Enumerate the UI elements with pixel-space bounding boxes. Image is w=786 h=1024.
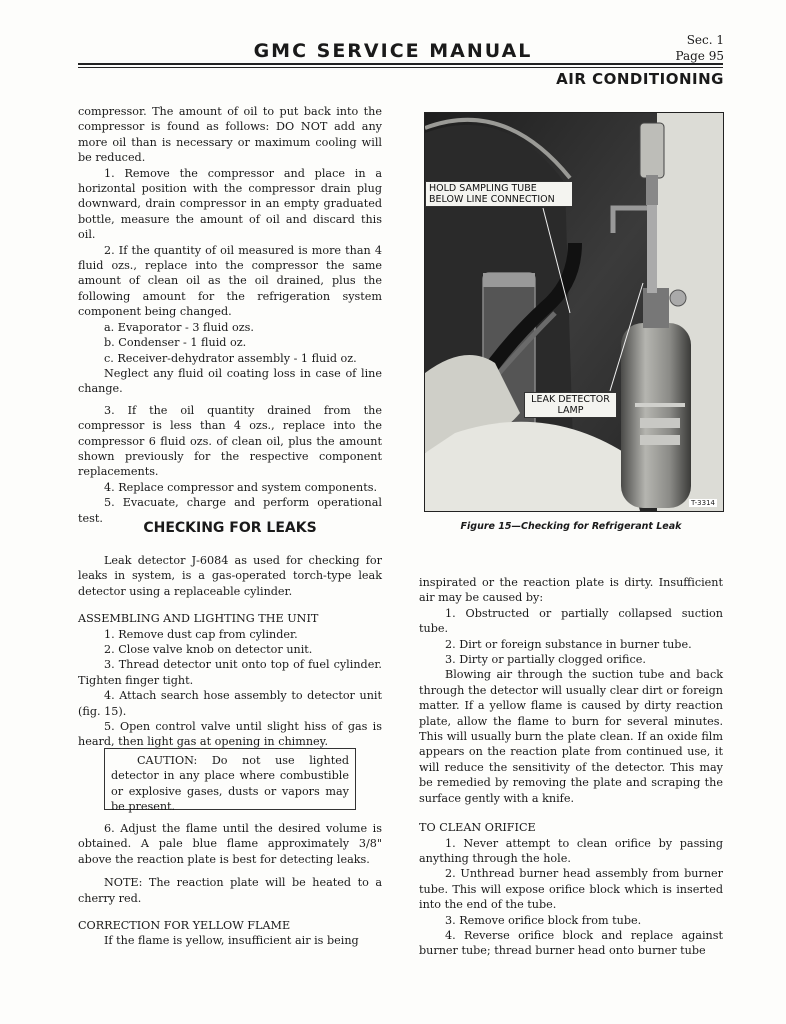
sub-step: b. Condenser - 1 fluid oz. bbox=[104, 336, 247, 350]
step: 2. Unthread burner head assembly from burner tube. This will expose orifice block which is inserted into the end of the tube. bbox=[419, 867, 723, 912]
header-rule-thin bbox=[78, 67, 723, 68]
paragraph: inspirated or the reaction plate is dirty. Insufficient air may be caused by: bbox=[419, 576, 723, 605]
figure-label-sampling-tube: HOLD SAMPLING TUBE BELOW LINE CONNECTION bbox=[425, 181, 573, 207]
step: 5. Evacuate, charge and perform operational test. bbox=[78, 496, 382, 525]
left-column-leaks bbox=[78, 553, 382, 750]
step: 2. If the quantity of oil measured is more than 4 fluid ozs., replace into the compressor the same amount of clean oil as the oil drained, plus the following amount for the refrigeration system component being changed. bbox=[78, 243, 382, 319]
step: 4. Replace compressor and system components. bbox=[104, 480, 377, 494]
step: 1. Remove dust cap from cylinder. bbox=[104, 627, 298, 641]
left-column-bottom bbox=[78, 821, 382, 949]
leak-detector-photo bbox=[425, 113, 723, 511]
step: 4. Reverse orifice block and replace against burner tube; thread burner head onto burner tube bbox=[419, 928, 723, 958]
caution-text: CAUTION: Do not use lighted detector in any place where combustible or explosive gases, dusts or vapors may be present. bbox=[111, 754, 349, 814]
sub-step: c. Receiver-dehydrator assembly - 1 fluid oz. bbox=[104, 351, 357, 365]
step: 6. Adjust the flame until the desired volume is obtained. A pale blue flame approximately 3/8" above the reaction plate is best for detecting leaks. bbox=[78, 822, 382, 866]
step: 1. Never attempt to clean orifice by passing anything through the hole. bbox=[419, 836, 723, 865]
sub-step: a. Evaporator - 3 fluid ozs. bbox=[104, 320, 254, 334]
cause-item: 3. Dirty or partially clogged orifice. bbox=[445, 653, 646, 667]
paragraph: compressor. The amount of oil to put back into the compressor is found as follows: DO NOT add any more oil than is necessary or maximum cooling will be reduced. bbox=[78, 105, 382, 165]
cause-item: 1. Obstructed or partially collapsed suction tube. bbox=[419, 606, 723, 636]
section-page-info bbox=[675, 32, 724, 64]
step: 3. Remove orifice block from tube. bbox=[445, 913, 642, 927]
subheading-yellow-flame: CORRECTION FOR YELLOW FLAME bbox=[78, 919, 291, 933]
step: 3. Thread detector unit onto top of fuel cylinder. Tighten finger tight. bbox=[78, 658, 382, 687]
step: 5. Open control valve until slight hiss of gas is heard, then light gas at opening in chimney. bbox=[78, 720, 382, 749]
paragraph: If the flame is yellow, insufficient air is being bbox=[104, 934, 359, 948]
subheading-assembling: ASSEMBLING AND LIGHTING THE UNIT bbox=[78, 612, 319, 626]
step: 2. Close valve knob on detector unit. bbox=[104, 643, 313, 657]
figure-caption: Figure 15—Checking for Refrigerant Leak bbox=[460, 521, 682, 532]
paragraph: Leak detector J-6084 as used for checking for leaks in system, is a gas-operated torch-type leak detector using a replaceable cylinder. bbox=[78, 554, 382, 598]
figure-label-leak-detector: LEAK DETECTOR LAMP bbox=[524, 392, 617, 418]
step: 4. Attach search hose assembly to detector unit (fig. 15). bbox=[78, 689, 382, 718]
cause-item: 2. Dirt or foreign substance in burner tube. bbox=[445, 637, 692, 651]
section-title: AIR CONDITIONING bbox=[556, 70, 724, 88]
heading-checking-for-leaks: CHECKING FOR LEAKS bbox=[143, 520, 317, 536]
step: 1. Remove the compressor and place in a horizontal position with the compressor drain plug downward, drain compressor in an empty graduated bottle, measure the amount of oil and discard this oil. bbox=[78, 166, 382, 242]
manual-title: GMC SERVICE MANUAL bbox=[253, 40, 533, 62]
figure-photo bbox=[424, 112, 724, 512]
subheading-clean-orifice: TO CLEAN ORIFICE bbox=[419, 821, 536, 835]
paragraph: Blowing air through the suction tube and back through the detector will usually clear dirt or foreign matter. If a yellow flame is caused by dirty reaction plate, allow the flame to burn for several minutes. This will usually burn the plate clean. If an oxide film appears on the reaction plate from continued use, it will reduce the sensitivity of the detector. This may be remedied by removing the plate and scraping the surface gently with a knife. bbox=[419, 668, 723, 805]
paragraph: Neglect any fluid oil coating loss in case of line change. bbox=[78, 366, 382, 396]
caution-box bbox=[104, 748, 356, 814]
right-column bbox=[419, 575, 723, 959]
step: 3. If the oil quantity drained from the compressor is less than 4 ozs., replace into the compressor 6 fluid ozs. of clean oil, plus the amount shown previously for the respective component replacements. bbox=[78, 403, 382, 479]
left-column-top bbox=[78, 104, 382, 526]
figure-tag: T-3314 bbox=[691, 499, 715, 507]
note: NOTE: The reaction plate will be heated to a cherry red. bbox=[78, 876, 382, 905]
page-number: Page 95 bbox=[675, 49, 724, 63]
section-number: Sec. 1 bbox=[686, 33, 724, 47]
header-rule bbox=[78, 63, 723, 65]
